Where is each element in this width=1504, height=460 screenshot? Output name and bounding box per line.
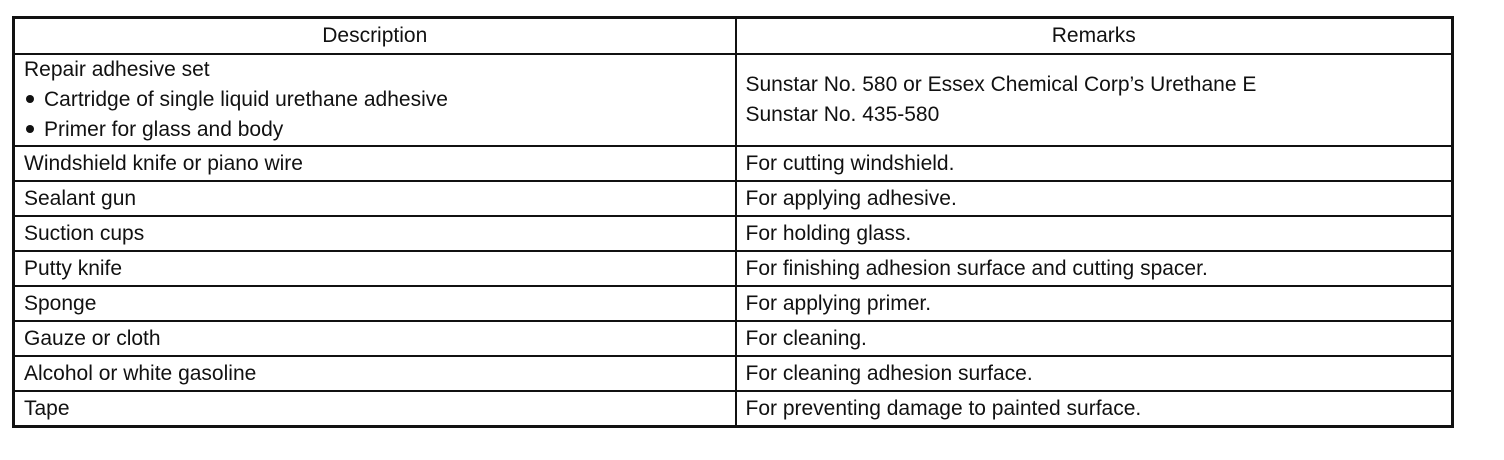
bullet-text: Primer for glass and body	[44, 118, 284, 141]
bullet-item	[24, 85, 735, 115]
description-cell: Sealant gun	[14, 181, 736, 216]
table-row	[14, 181, 1453, 216]
remarks-line: Sunstar No. 435-580	[745, 103, 940, 126]
header-description: Description	[14, 18, 736, 55]
table-row	[14, 216, 1453, 251]
description-cell: Putty knife	[14, 251, 736, 286]
remarks-cell: For finishing adhesion surface and cutting spacer.	[736, 251, 1453, 286]
bullet-icon	[26, 95, 34, 103]
description-cell: Tape	[14, 391, 736, 427]
description-cell: Gauze or cloth	[14, 321, 736, 356]
table-row	[14, 146, 1453, 181]
remarks-cell: For applying primer.	[736, 286, 1453, 321]
bullet-item	[24, 115, 735, 145]
bullet-icon	[26, 125, 34, 133]
remarks-cell	[736, 54, 1453, 146]
remarks-cell: For cleaning.	[736, 321, 1453, 356]
description-cell: Alcohol or white gasoline	[14, 356, 736, 391]
description-cell: Sponge	[14, 286, 736, 321]
table-row	[14, 391, 1453, 427]
description-cell: Suction cups	[14, 216, 736, 251]
header-remarks: Remarks	[736, 18, 1453, 55]
table-row	[14, 356, 1453, 391]
description-cell	[14, 54, 736, 146]
table-row	[14, 321, 1453, 356]
table-header-row	[14, 18, 1453, 55]
table-row	[14, 286, 1453, 321]
remarks-cell: For cleaning adhesion surface.	[736, 356, 1453, 391]
remarks-cell: For cutting windshield.	[736, 146, 1453, 181]
remarks-cell: For holding glass.	[736, 216, 1453, 251]
bullet-text: Cartridge of single liquid urethane adhesive	[44, 88, 448, 111]
description-cell: Windshield knife or piano wire	[14, 146, 736, 181]
remarks-cell: For applying adhesive.	[736, 181, 1453, 216]
tools-table	[12, 16, 1454, 428]
remarks-cell: For preventing damage to painted surface.	[736, 391, 1453, 427]
table-row	[14, 54, 1453, 146]
description-title: Repair adhesive set	[24, 58, 210, 81]
remarks-line: Sunstar No. 580 or Essex Chemical Corp’s Urethane E	[745, 73, 1257, 96]
table-row	[14, 251, 1453, 286]
